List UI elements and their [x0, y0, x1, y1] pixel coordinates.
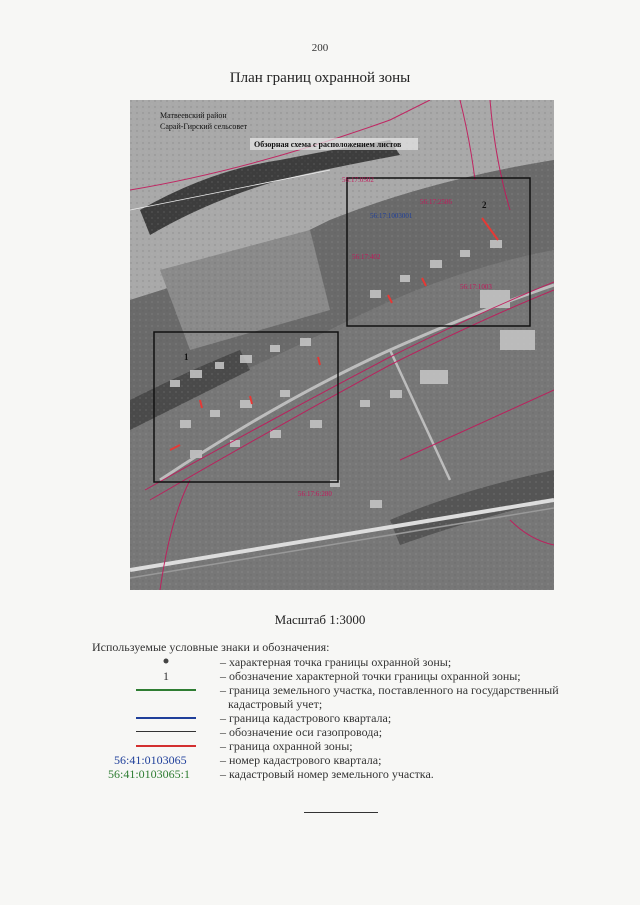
legend-row-quarter-boundary [92, 711, 612, 725]
page-title: План границ охранной зоны [229, 70, 411, 86]
cad-label: 56:17:0502 [342, 176, 374, 184]
sheet-1-label: 1 [184, 352, 189, 362]
boundary-point-icon [92, 655, 232, 669]
parcel-number-code: 56:41:0103065:1 [108, 767, 191, 781]
legend-desc: – номер кадастрового квартала; [220, 753, 382, 767]
black-line-icon [136, 731, 196, 732]
legend-desc: – кадастровый номер земельного участка. [220, 767, 434, 781]
legend-row-land-boundary [92, 683, 612, 711]
region-label-1: Матвеевский район [160, 111, 227, 120]
legend-row-point-label [92, 669, 612, 683]
legend-desc: – граница охранной зоны; [220, 739, 353, 753]
green-line-icon [136, 689, 196, 691]
legend-desc: кадастровый учет; [228, 697, 323, 711]
red-line-icon [136, 745, 196, 747]
legend-row-point [92, 655, 612, 669]
overview-label: Обзорная схема с расположением листов [254, 140, 402, 149]
aerial-map [130, 100, 554, 590]
region-label-2: Сарай-Гирский сельсовет [160, 122, 248, 131]
cad-label: 56:17:6:280 [298, 490, 332, 498]
blue-line-icon [136, 717, 196, 719]
legend-row-quarter-number [92, 753, 612, 767]
scale-label: Масштаб 1:3000 [274, 612, 366, 627]
legend-desc: – обозначение оси газопровода; [220, 725, 383, 739]
legend-row-zone-boundary [92, 739, 612, 753]
legend-desc: – обозначение характерной точки границы охранной зоны; [220, 669, 521, 683]
legend-desc: – граница земельного участка, поставленного на государственный [220, 683, 559, 697]
legend-row-pipeline-axis [92, 725, 612, 739]
page-number: 200 [311, 42, 329, 54]
cad-label: 56:17:1003 [460, 283, 492, 291]
point-label-symbol: 1 [163, 669, 169, 683]
cad-label: 56:17:402 [352, 253, 381, 261]
legend-row-parcel-number [92, 767, 612, 781]
sheet-2-label: 2 [482, 200, 487, 210]
legend [92, 655, 612, 781]
legend-desc: – характерная точка границы охранной зоны; [220, 655, 452, 669]
quarter-number-code: 56:41:0103065 [114, 753, 187, 767]
legend-desc: – граница кадастрового квартала; [220, 711, 392, 725]
legend-title: Используемые условные знаки и обозначения: [92, 640, 330, 654]
cad-label: 56:17:2586 [420, 198, 452, 206]
signature-line [304, 812, 378, 813]
cad-label: 56:17:1003001 [370, 212, 413, 220]
